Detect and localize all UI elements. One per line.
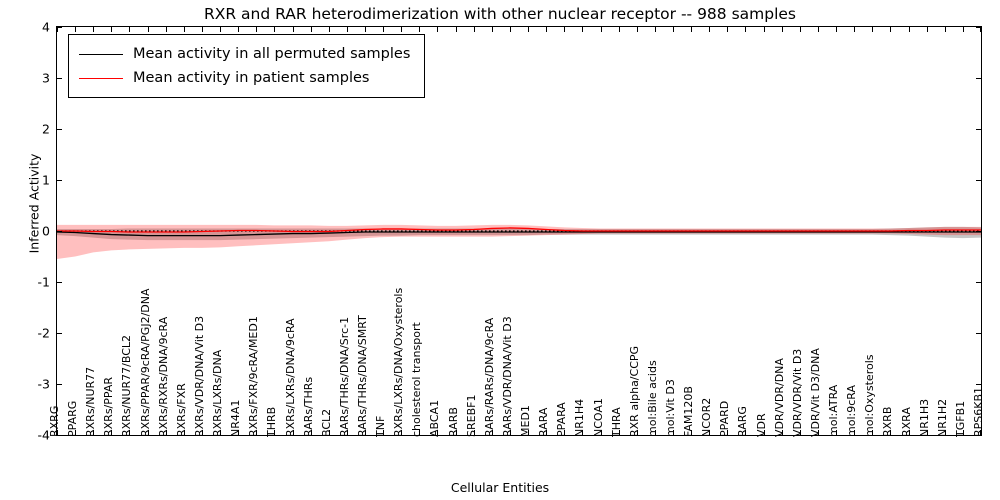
x-tick-mark: [111, 27, 112, 32]
x-tick-label: cholesterol transport: [410, 322, 424, 437]
x-tick-mark: [980, 27, 981, 32]
legend-item: [79, 66, 410, 90]
x-tick-mark: [945, 27, 946, 32]
x-tick-label: RXRs/NUR77: [84, 366, 98, 437]
y-tick-label: 3: [42, 70, 50, 86]
x-tick-mark: [437, 27, 438, 32]
x-tick-label: NCOA1: [591, 398, 605, 437]
x-tick-label: TNF: [374, 415, 388, 437]
x-tick-label: RARs/THRs: [301, 376, 315, 437]
x-tick-mark: [220, 27, 221, 32]
x-tick-mark: [184, 27, 185, 32]
y-tick-mark: [976, 180, 981, 181]
x-tick-mark: [329, 27, 330, 32]
x-tick-mark: [383, 27, 384, 32]
x-tick-mark: [782, 27, 783, 32]
x-tick-label: PPARA: [555, 402, 569, 437]
y-tick-mark: [57, 78, 62, 79]
y-tick-mark: [976, 78, 981, 79]
legend: [68, 34, 425, 98]
legend-label-patient: Mean activity in patient samples: [133, 70, 370, 86]
x-tick-label: PPARD: [718, 400, 732, 437]
y-tick-label: -1: [37, 274, 50, 290]
x-tick-mark: [166, 27, 167, 32]
x-tick-label: RXRs/RXRs/DNA/9cRA: [156, 316, 170, 437]
x-tick-mark: [75, 27, 76, 32]
x-tick-label: BCL2: [319, 408, 333, 437]
x-tick-label: RXRB: [881, 406, 895, 437]
x-tick-label: PPARG: [66, 400, 80, 437]
y-tick-mark: [976, 384, 981, 385]
x-tick-label: FAM120B: [682, 386, 696, 437]
y-tick-label: -3: [37, 376, 50, 392]
x-tick-label: MED1: [519, 405, 533, 437]
x-tick-label: mol:ATRA: [827, 384, 841, 437]
y-tick-mark: [57, 282, 62, 283]
y-tick-mark: [57, 384, 62, 385]
y-tick-mark: [976, 231, 981, 232]
x-tick-label: RXRG: [48, 405, 61, 437]
x-tick-label: NCOR2: [700, 397, 714, 437]
x-tick-mark: [129, 27, 130, 32]
x-tick-label: RARG: [736, 406, 750, 437]
y-tick-mark: [57, 180, 62, 181]
x-tick-mark: [800, 27, 801, 32]
x-tick-label: VDR/VDR/Vit D3: [790, 348, 804, 437]
x-tick-mark: [909, 27, 910, 32]
x-tick-label: NR1H4: [573, 398, 587, 437]
x-tick-mark: [238, 27, 239, 32]
x-tick-label: RXRs/LXRs/DNA/Oxysterols: [392, 287, 406, 437]
x-tick-mark: [365, 27, 366, 32]
x-tick-label: RXRs/LXRs/DNA: [211, 349, 225, 437]
x-tick-label: NR1H3: [917, 398, 931, 437]
x-tick-label: NR1H2: [935, 398, 949, 437]
x-tick-mark: [93, 27, 94, 32]
x-tick-label: RARs/THRs/DNA/SMRT: [356, 315, 369, 437]
x-tick-label: RXR alpha/CCPG: [627, 345, 641, 437]
x-tick-mark: [456, 27, 457, 32]
y-tick-label: 1: [42, 172, 50, 188]
x-tick-label: VDR: [754, 413, 768, 437]
x-tick-label: mol:Oxysterols: [863, 354, 877, 437]
x-tick-mark: [256, 27, 257, 32]
x-tick-label: THRA: [609, 407, 623, 437]
x-tick-mark: [872, 27, 873, 32]
series-band: [57, 225, 981, 259]
x-tick-label: RARs/RARs/DNA/9cRA: [482, 317, 496, 437]
y-tick-label: -4: [37, 427, 50, 443]
y-tick-label: 2: [42, 121, 50, 137]
x-tick-label: RPS6KB1: [972, 386, 985, 437]
x-tick-label: RARB: [446, 407, 460, 437]
x-tick-label: RXRA: [899, 407, 913, 437]
x-tick-label: THRB: [265, 406, 279, 437]
y-axis-label: Inferred Activity: [26, 153, 42, 254]
x-tick-mark: [510, 27, 511, 32]
legend-item: [79, 42, 410, 66]
legend-swatch-patient: [79, 78, 123, 79]
x-tick-mark: [293, 27, 294, 32]
y-tick-label: -2: [37, 325, 50, 341]
x-tick-mark: [419, 27, 420, 32]
x-tick-label: SREBF1: [464, 394, 478, 437]
x-tick-mark: [854, 27, 855, 32]
x-tick-mark: [637, 27, 638, 32]
x-tick-mark: [202, 27, 203, 32]
x-tick-mark: [745, 27, 746, 32]
x-tick-mark: [836, 27, 837, 32]
x-tick-mark: [148, 27, 149, 32]
y-tick-mark: [976, 129, 981, 130]
x-tick-mark: [474, 27, 475, 32]
x-tick-label: RXRs/PPAR/9cRA/PGJ2/DNA: [138, 288, 152, 437]
x-tick-mark: [764, 27, 765, 32]
x-tick-mark: [673, 27, 674, 32]
x-tick-mark: [601, 27, 602, 32]
x-tick-mark: [564, 27, 565, 32]
x-tick-label: RARs/THRs/DNA/Src-1: [337, 316, 351, 437]
x-tick-mark: [727, 27, 728, 32]
x-tick-mark: [57, 27, 58, 32]
x-tick-label: RXRs/LXRs/DNA/9cRA: [283, 318, 297, 437]
x-tick-label: VDR/Vit D3/DNA: [808, 348, 822, 437]
legend-label-permuted: Mean activity in all permuted samples: [133, 46, 411, 62]
x-axis-tick-labels: [48, 287, 985, 479]
x-tick-mark: [890, 27, 891, 32]
x-tick-mark: [274, 27, 275, 32]
x-tick-mark: [963, 27, 964, 32]
x-tick-label: ABCA1: [428, 399, 442, 437]
x-tick-label: NR4A1: [229, 399, 243, 437]
y-tick-mark: [57, 333, 62, 334]
y-tick-label: 4: [42, 19, 50, 35]
x-tick-mark: [582, 27, 583, 32]
legend-swatch-permuted: [79, 54, 123, 55]
x-tick-mark: [311, 27, 312, 32]
x-tick-mark: [655, 27, 656, 32]
y-tick-mark: [57, 129, 62, 130]
y-tick-mark: [57, 231, 62, 232]
y-tick-mark: [976, 282, 981, 283]
x-tick-label: RXRs/PPAR: [102, 377, 116, 437]
page-title: RXR and RAR heterodimerization with other nuclear receptor -- 988 samples: [203, 5, 797, 23]
x-tick-label: RARs/VDR/DNA/Vit D3: [500, 316, 514, 437]
x-tick-mark: [401, 27, 402, 32]
y-tick-mark: [976, 333, 981, 334]
x-tick-mark: [528, 27, 529, 32]
x-tick-mark: [546, 27, 547, 32]
x-tick-mark: [619, 27, 620, 32]
x-axis-label: Cellular Entities: [450, 480, 550, 495]
x-tick-mark: [691, 27, 692, 32]
x-tick-label: mol:9cRA: [845, 385, 859, 437]
x-tick-mark: [347, 27, 348, 32]
x-tick-mark: [818, 27, 819, 32]
x-tick-mark: [927, 27, 928, 32]
x-tick-label: mol:Bile acids: [645, 360, 659, 437]
x-tick-label: mol:Vit D3: [664, 379, 677, 437]
x-tick-label: VDR/VDR/DNA: [772, 358, 786, 437]
x-tick-mark: [709, 27, 710, 32]
x-tick-label: TGFB1: [953, 400, 967, 437]
x-tick-label: RXRs/VDR/DNA/Vit D3: [192, 315, 206, 437]
x-tick-label: RARA: [537, 407, 551, 437]
y-tick-label: 0: [42, 223, 50, 239]
x-tick-label: RXRs/FXR/9cRA/MED1: [247, 316, 261, 437]
x-tick-label: RXRs/NUR77/BCL2: [120, 334, 134, 437]
x-tick-mark: [492, 27, 493, 32]
x-tick-label: RXRs/FXR: [174, 383, 188, 437]
